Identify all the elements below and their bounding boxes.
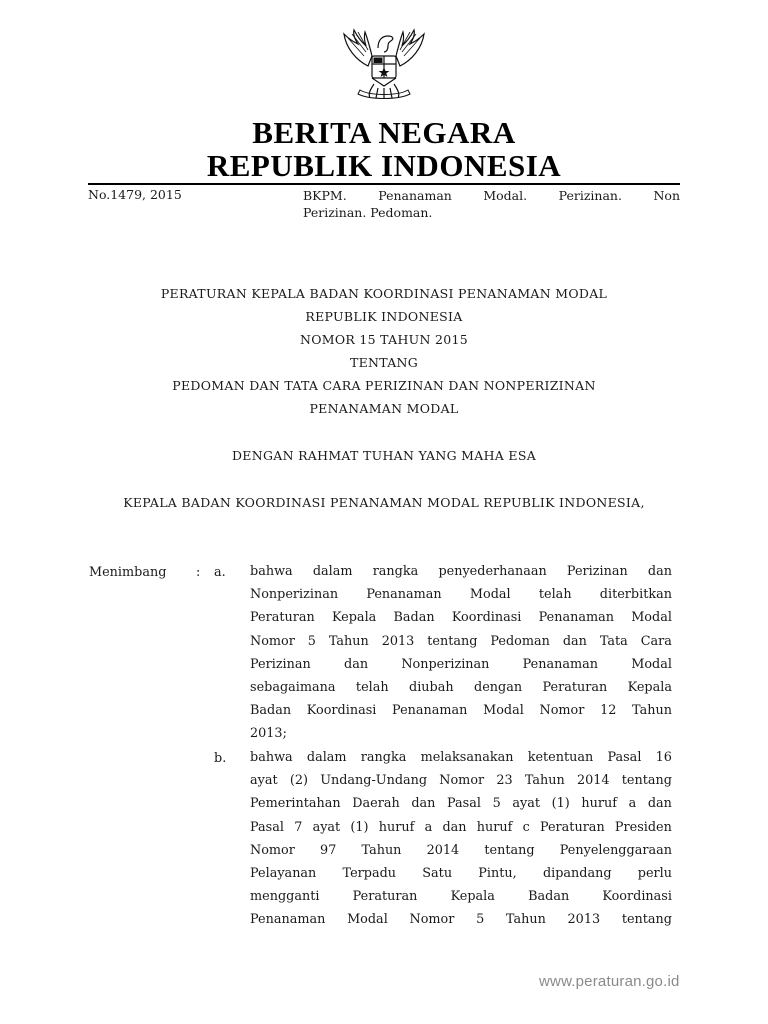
word: Kepala xyxy=(450,889,495,905)
word: melaksanakan xyxy=(420,750,514,765)
word: (2) xyxy=(289,773,308,789)
word: dengan xyxy=(474,679,523,695)
word: bahwa xyxy=(250,564,293,579)
word: 7 xyxy=(294,819,303,835)
word: 97 xyxy=(320,842,337,858)
word: Nomor xyxy=(539,703,585,719)
word: Modal xyxy=(347,912,388,928)
word: Penyelenggaraan xyxy=(559,842,672,858)
word: Koordinasi xyxy=(451,610,522,626)
word: Perizinan xyxy=(250,656,311,672)
garuda-emblem-icon xyxy=(334,26,434,106)
word: Peraturan xyxy=(542,679,608,695)
considerations-colon: : xyxy=(196,565,201,580)
word: tentang xyxy=(621,773,672,789)
consideration-line xyxy=(250,630,672,653)
word: Nomor xyxy=(250,633,295,649)
word: 2014 xyxy=(576,773,610,789)
word: ketentuan xyxy=(527,750,594,765)
word: 2013 xyxy=(567,912,601,928)
word: dan xyxy=(411,796,436,812)
word: Penanaman xyxy=(522,656,598,672)
word: sebagaimana xyxy=(250,679,336,695)
word: 5 xyxy=(307,633,316,649)
word: Badan xyxy=(393,610,435,626)
consideration-a xyxy=(250,560,672,746)
word: dalam xyxy=(306,750,347,765)
word: Penanaman xyxy=(392,703,468,719)
word: mengganti xyxy=(250,889,320,905)
word: 2014 xyxy=(426,842,460,858)
word: rangka xyxy=(372,564,419,579)
subject-word: Perizinan. xyxy=(558,188,622,203)
consideration-line xyxy=(250,676,672,699)
word: Modal xyxy=(483,703,524,719)
word: Badan xyxy=(250,703,292,719)
word: huruf xyxy=(581,796,617,812)
word: Tahun xyxy=(361,842,402,858)
invocation: DENGAN RAHMAT TUHAN YANG MAHA ESA xyxy=(231,448,537,463)
word: Kepala xyxy=(331,610,377,626)
word: Kepala xyxy=(627,679,672,695)
word: Pintu, xyxy=(478,865,517,881)
word: Penanaman xyxy=(366,587,442,603)
word: Terpadu xyxy=(342,865,397,881)
word: telah xyxy=(538,587,572,603)
subject-word: Non xyxy=(653,188,680,203)
word: diterbitkan xyxy=(599,587,672,603)
word: Cara xyxy=(640,633,672,649)
gazette-subject xyxy=(303,187,680,221)
word: Peraturan xyxy=(352,889,418,905)
word: Koordinasi xyxy=(602,889,672,905)
word: dan xyxy=(647,564,672,579)
word: Tahun xyxy=(524,773,565,789)
word: 2013 xyxy=(381,633,415,649)
gazette-number: No.1479, 2015 xyxy=(88,187,182,202)
word: a xyxy=(424,819,433,835)
word: dan xyxy=(562,633,587,649)
word: Koordinasi xyxy=(306,703,377,719)
regulation-subject-line: PENANAMAN MODAL xyxy=(309,401,459,416)
word: Nomor xyxy=(250,842,295,858)
word: huruf xyxy=(476,819,513,835)
word: 16 xyxy=(655,750,672,765)
consideration-line xyxy=(250,653,672,676)
word: dan xyxy=(647,796,672,812)
word: Penanaman xyxy=(538,610,614,626)
issuing-authority: KEPALA BADAN KOORDINASI PENANAMAN MODAL REPUBLIK INDONESIA, xyxy=(123,495,645,510)
regulation-tentang: TENTANG xyxy=(349,355,419,370)
word: c xyxy=(522,819,530,835)
consideration-letter-b: b. xyxy=(214,751,227,766)
word: dan xyxy=(344,656,369,672)
word: Pasal xyxy=(607,750,642,765)
word: telah xyxy=(355,679,389,695)
consideration-line xyxy=(250,583,672,606)
word: Undang-Undang xyxy=(320,773,428,789)
word: ayat xyxy=(312,819,341,835)
word: Nomor xyxy=(409,912,455,928)
regulation-title-line: PERATURAN KEPALA BADAN KOORDINASI PENANAMAN MODAL xyxy=(160,286,608,301)
word: Modal xyxy=(631,610,672,626)
word: dan xyxy=(442,819,467,835)
word: diubah xyxy=(409,679,454,695)
word: penyederhanaan xyxy=(438,564,547,579)
word: Satu xyxy=(422,865,453,881)
consideration-line xyxy=(250,606,672,629)
word: (1) xyxy=(350,819,369,835)
word: Presiden xyxy=(614,819,672,835)
word: Pasal xyxy=(447,796,481,812)
word: Perizinan xyxy=(566,564,628,579)
word: Modal xyxy=(631,656,672,672)
word: Tahun xyxy=(505,912,546,928)
consideration-letter-a: a. xyxy=(214,565,226,580)
word: Pelayanan xyxy=(250,865,317,881)
gazette-title-line2: REPUBLIK INDONESIA xyxy=(206,148,562,183)
word: Pasal xyxy=(250,819,284,835)
consideration-b xyxy=(250,746,672,932)
word: 2013; xyxy=(250,726,287,742)
word: rangka xyxy=(360,750,407,765)
consideration-line xyxy=(250,560,672,583)
word: dipandang xyxy=(542,865,612,881)
word: dalam xyxy=(312,564,353,579)
consideration-line xyxy=(250,885,672,908)
word: huruf xyxy=(378,819,415,835)
consideration-line xyxy=(250,862,672,885)
consideration-line xyxy=(250,699,672,722)
header-divider xyxy=(88,183,680,185)
word: (1) xyxy=(551,796,570,812)
footer-website-url: www.peraturan.go.id xyxy=(539,973,680,990)
word: tentang xyxy=(484,842,535,858)
word: 5 xyxy=(492,796,501,812)
subject-word: Modal. xyxy=(483,188,528,203)
word: Peraturan xyxy=(250,610,315,626)
regulation-number: NOMOR 15 TAHUN 2015 xyxy=(299,332,469,347)
word: Modal xyxy=(469,587,511,603)
word: a xyxy=(628,796,637,812)
gazette-subject-line2: Perizinan. Pedoman. xyxy=(303,205,433,220)
subject-word: BKPM. xyxy=(303,188,347,203)
word: Tahun xyxy=(632,703,672,719)
consideration-line xyxy=(250,722,672,745)
word: perlu xyxy=(637,865,672,881)
word: Tata xyxy=(599,633,628,649)
word: Nonperizinan xyxy=(250,587,339,603)
word: Pedoman xyxy=(490,633,550,649)
word: Nonperizinan xyxy=(401,656,490,672)
gazette-subject-line1 xyxy=(303,187,680,204)
consideration-line xyxy=(250,816,672,839)
considerations-label: Menimbang xyxy=(89,565,167,580)
word: Nomor xyxy=(439,773,485,789)
word: bahwa xyxy=(250,750,293,765)
word: tentang xyxy=(427,633,478,649)
regulation-title-line: REPUBLIK INDONESIA xyxy=(305,309,463,324)
word: Pemerintahan xyxy=(250,796,341,812)
regulation-subject-line: PEDOMAN DAN TATA CARA PERIZINAN DAN NONPERIZINAN xyxy=(172,378,596,393)
gazette-title-line1: BERITA NEGARA xyxy=(252,115,516,150)
consideration-line xyxy=(250,908,672,931)
word: ayat xyxy=(512,796,540,812)
consideration-line xyxy=(250,792,672,815)
consideration-line xyxy=(250,839,672,862)
word: ayat xyxy=(250,773,278,789)
word: tentang xyxy=(621,912,672,928)
consideration-line xyxy=(250,746,672,769)
word: 5 xyxy=(476,912,485,928)
word: Daerah xyxy=(352,796,400,812)
subject-word: Penanaman xyxy=(378,188,452,203)
word: Tahun xyxy=(328,633,369,649)
word: Badan xyxy=(528,889,570,905)
word: Peraturan xyxy=(539,819,605,835)
consideration-line xyxy=(250,769,672,792)
word: 23 xyxy=(496,773,513,789)
word: 12 xyxy=(600,703,617,719)
word: Penanaman xyxy=(250,912,326,928)
